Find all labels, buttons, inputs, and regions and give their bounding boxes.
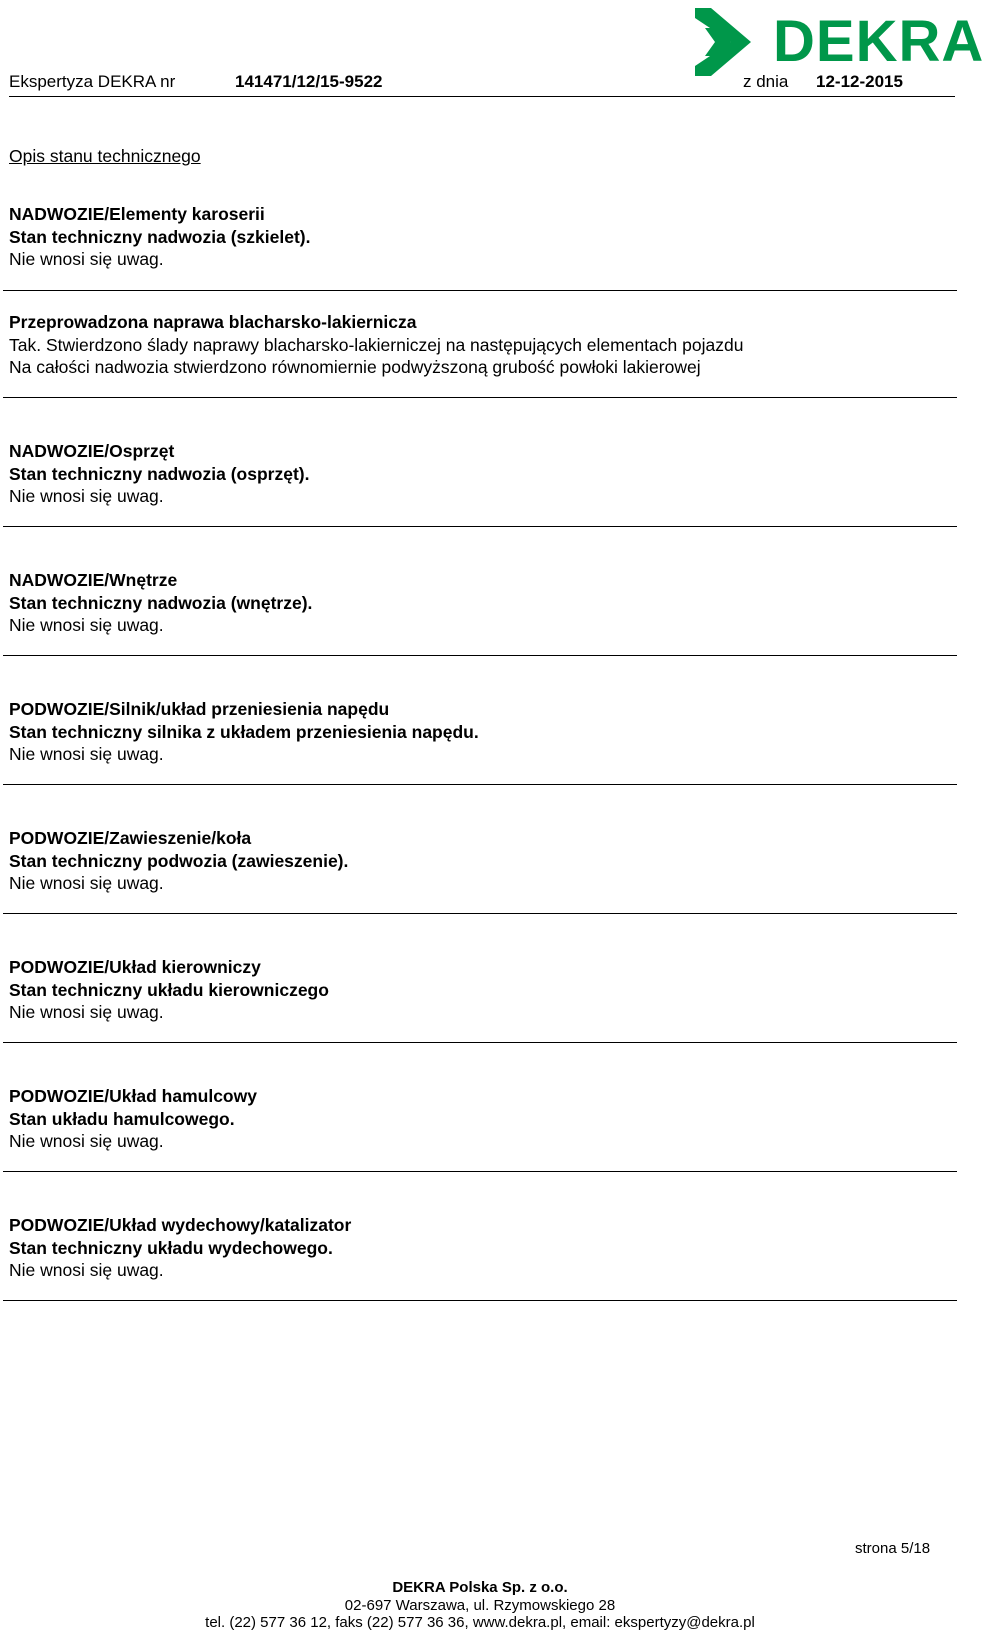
section-heading: Przeprowadzona naprawa blacharsko-lakiernicza: [9, 312, 417, 332]
divider: [3, 397, 957, 398]
date-label: z dnia: [743, 72, 789, 91]
section-interior: [9, 569, 955, 637]
section-heading: PODWOZIE/Układ hamulcowy: [9, 1086, 257, 1106]
section-heading: PODWOZIE/Silnik/układ przeniesienia napędu: [9, 699, 390, 719]
section-brakes: [9, 1085, 955, 1153]
report-number: 141471/12/15-9522: [235, 72, 383, 91]
section-heading: PODWOZIE/Układ kierowniczy: [9, 957, 261, 977]
section-subheading: Stan techniczny nadwozia (szkielet).: [9, 226, 311, 247]
section-suspension: [9, 827, 955, 895]
section-subheading: Stan techniczny układu kierowniczego: [9, 979, 329, 1000]
dekra-logo-text: DEKRA: [773, 9, 984, 74]
section-heading: NADWOZIE/Wnętrze: [9, 570, 178, 590]
section-fittings: [9, 440, 955, 508]
divider: [3, 1300, 957, 1301]
report-date: 12-12-2015: [816, 72, 903, 91]
section-subheading: Stan techniczny nadwozia (wnętrze).: [9, 592, 313, 613]
footer-contact: tel. (22) 577 36 12, faks (22) 577 36 36, www.dekra.pl, email: ekspertyzy@dekra.pl: [205, 1614, 755, 1631]
divider: [3, 913, 957, 914]
divider: [3, 655, 957, 656]
section-note: Nie wnosi się uwag.: [9, 1260, 164, 1280]
section-note: Nie wnosi się uwag.: [9, 873, 164, 893]
section-subheading: Stan techniczny układu wydechowego.: [9, 1237, 333, 1258]
section-heading: PODWOZIE/Zawieszenie/koła: [9, 828, 252, 848]
page-footer: [0, 1579, 960, 1632]
section-subheading: Stan techniczny silnika z układem przeniesienia napędu.: [9, 721, 479, 742]
divider: [3, 1171, 957, 1172]
report-label: Ekspertyza DEKRA nr: [9, 72, 176, 91]
section-heading: PODWOZIE/Układ wydechowy/katalizator: [9, 1215, 352, 1235]
section-note: Nie wnosi się uwag.: [9, 249, 164, 269]
section-subheading: Stan techniczny podwozia (zawieszenie).: [9, 850, 349, 871]
section-note: Nie wnosi się uwag.: [9, 486, 164, 506]
dekra-logo: [695, 6, 984, 78]
section-note: Nie wnosi się uwag.: [9, 1131, 164, 1151]
divider: [3, 290, 957, 291]
section-title: Opis stanu technicznego: [9, 146, 201, 166]
section-engine: [9, 698, 955, 766]
section-repair: [9, 311, 955, 379]
page-header: [9, 0, 984, 97]
section-body-frame: [9, 203, 955, 271]
footer-address: 02-697 Warszawa, ul. Rzymowskiego 28: [344, 1596, 616, 1614]
section-heading: NADWOZIE/Elementy karoserii: [9, 204, 265, 224]
section-text-line: Tak. Stwierdzono ślady naprawy blacharsko-lakierniczej na następujących elementach pojazdu: [9, 334, 744, 355]
divider: [3, 784, 957, 785]
section-note: Nie wnosi się uwag.: [9, 615, 164, 635]
section-subheading: Stan układu hamulcowego.: [9, 1108, 235, 1129]
footer-company: DEKRA Polska Sp. z o.o.: [392, 1579, 568, 1596]
section-steering: [9, 956, 955, 1024]
section-text-line: Na całości nadwozia stwierdzono równomiernie podwyższoną grubość powłoki lakierowej: [9, 357, 701, 377]
divider: [3, 1042, 957, 1043]
section-note: Nie wnosi się uwag.: [9, 1002, 164, 1022]
page-number: strona 5/18: [855, 1540, 931, 1557]
section-exhaust: [9, 1214, 955, 1282]
section-subheading: Stan techniczny nadwozia (osprzęt).: [9, 463, 310, 484]
divider: [3, 526, 957, 527]
section-note: Nie wnosi się uwag.: [9, 744, 164, 764]
dekra-logo-icon: [695, 6, 765, 78]
section-heading: NADWOZIE/Osprzęt: [9, 441, 175, 461]
